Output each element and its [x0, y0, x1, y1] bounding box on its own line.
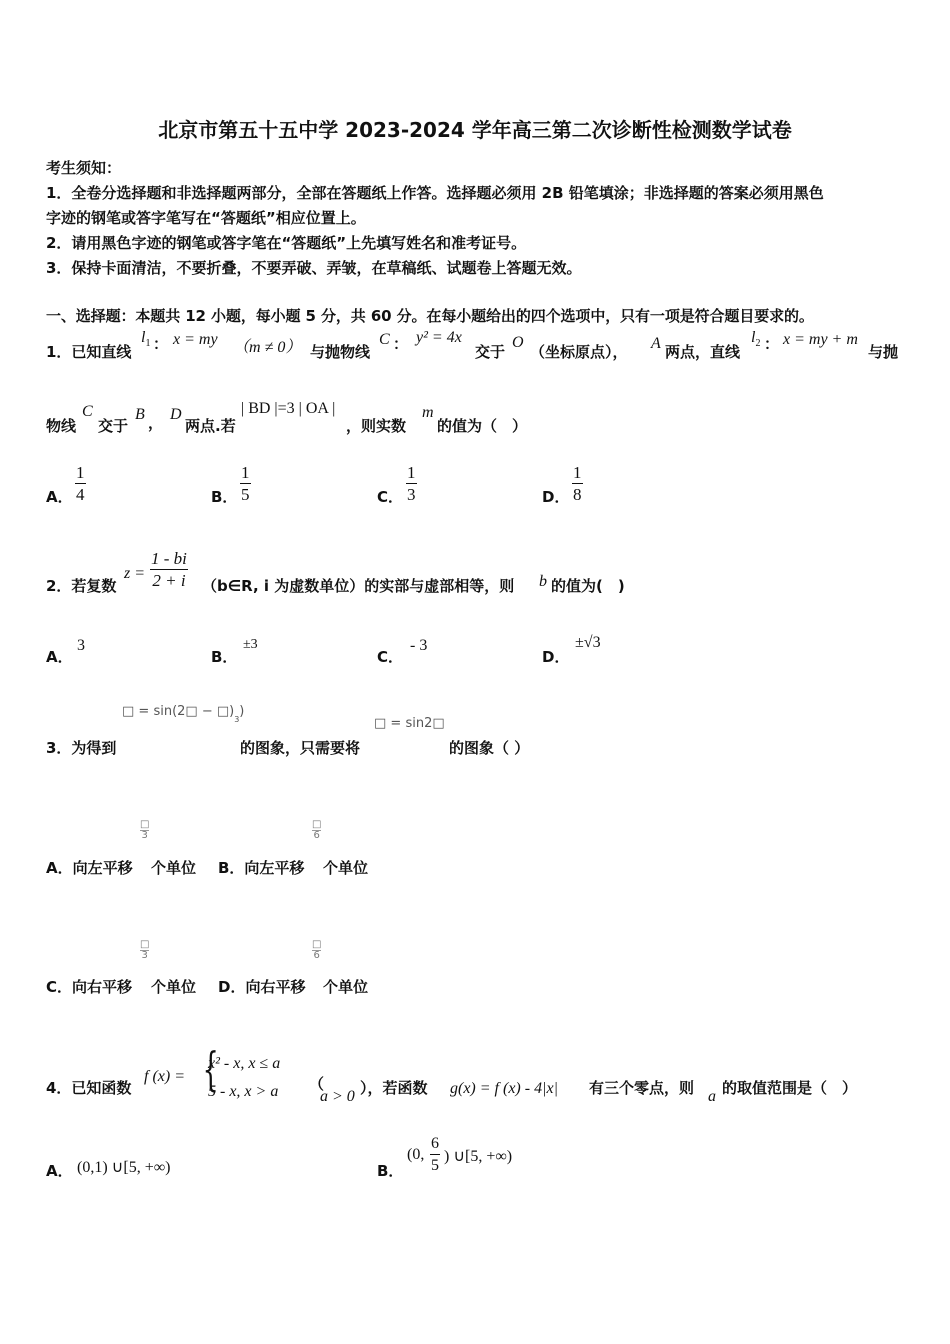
q1-eq-3: x = my + m	[783, 331, 858, 348]
q1-text-7: 物线	[46, 417, 77, 435]
q4-case-2: 5 - x, x > a	[208, 1083, 279, 1100]
q4-gx: g(x) = f (x) - 4|x|	[450, 1080, 558, 1097]
q4-text-3: 有三个零点，则	[589, 1079, 695, 1097]
q2-text-3: 的值为( )	[551, 577, 625, 595]
q1-text-3: 交于	[475, 343, 506, 361]
q4-option-b-fraction: $\frac{6}{5}$	[431, 1135, 439, 1174]
q1-cond: （m ≠ 0）	[233, 339, 302, 356]
q2-z: z =	[124, 565, 146, 582]
q1-l2: $l_2$	[751, 329, 761, 350]
notice-item-1: 1．全卷分选择题和非选择题两部分，全部在答题纸上作答。选择题必须用 2B 铅笔填涂；非选择题的答案必须用黑色	[46, 184, 824, 202]
q1-option-b-value: $\frac{1}{5}$	[241, 463, 250, 504]
q2-option-a-label: A．	[46, 648, 73, 666]
notice-heading: 考生须知：	[46, 159, 122, 177]
q1-A: A	[651, 335, 661, 352]
q2-option-d-value: ±√3	[575, 634, 601, 651]
q3-option-a-fraction: □ 3	[140, 819, 150, 841]
q1-B: B	[135, 406, 145, 423]
q4-option-b-label: B．	[377, 1162, 404, 1180]
q1-text-4: （坐标原点），	[530, 343, 628, 361]
q2-option-b-label: B．	[211, 648, 238, 666]
q2-option-d-label: D．	[542, 648, 570, 666]
q2-option-a-value: 3	[77, 637, 85, 654]
q4-brace: {	[202, 1042, 219, 1096]
q4-fx: f (x) =	[144, 1068, 185, 1085]
q1-option-a-label: A．	[46, 488, 73, 506]
q1-text-10: ，则实数	[346, 417, 407, 435]
q1-text-9: 两点.若	[185, 417, 236, 435]
q3-formula-target: □ = sin(2□ − $□)_3$)	[122, 704, 245, 724]
q1-text-1: 1．已知直线	[46, 343, 132, 361]
q1-O: O	[512, 334, 524, 351]
notice-item-1-cont: 字迹的钢笔或答字笔写在“答题纸”相应位置上。	[46, 209, 366, 227]
q1-eq-1: x = my	[173, 331, 218, 348]
q1-text-11: 的值为（ ）	[437, 417, 528, 435]
q2-option-c-value: - 3	[410, 637, 428, 654]
q1-option-d-value: $\frac{1}{8}$	[573, 463, 582, 504]
q3-option-c-label: C．向右平移	[46, 978, 133, 996]
q1-text-6: 与抛	[868, 343, 899, 361]
q4-option-a-value: (0,1) ∪[5, +∞)	[77, 1159, 171, 1176]
notice-item-2: 2．请用黑色字迹的钢笔或答字笔在“答题纸”上先填写姓名和准考证号。	[46, 234, 527, 252]
q1-eq-4: | BD |=3 | OA |	[241, 400, 336, 417]
q3-option-b-fraction: □ 6	[312, 819, 322, 841]
q1-option-b-label: B．	[211, 488, 238, 506]
q4-case-1: x² - x, x ≤ a	[208, 1055, 281, 1072]
q3-text-3: 的图象（ ）	[449, 739, 530, 757]
q1-colon-1: ：	[153, 335, 169, 353]
q3-text-1: 3．为得到	[46, 739, 117, 757]
q1-option-d-label: D．	[542, 488, 570, 506]
q1-colon-2: ：	[393, 335, 409, 353]
q1-option-a-value: $\frac{1}{4}$	[76, 463, 85, 504]
q1-eq-2: y² = 4x	[416, 329, 462, 346]
q3-option-b-label: B．向左平移	[218, 859, 305, 877]
q3-option-a-unit: 个单位	[151, 859, 197, 877]
q4-cond: a > 0	[320, 1088, 355, 1105]
q1-colon-3: ：	[764, 335, 780, 353]
q4-a: a	[708, 1088, 716, 1105]
q2-b: b	[539, 573, 547, 590]
section-heading: 一、选择题：本题共 12 小题，每小题 5 分，共 60 分。在每小题给出的四个选项中，只有一项是符合题目要求的。	[46, 307, 814, 325]
notice-item-3: 3．保持卡面清洁，不要折叠，不要弄破、弄皱，在草稿纸、试题卷上答题无效。	[46, 259, 582, 277]
q3-option-c-fraction: □ 3	[140, 939, 150, 961]
q3-option-d-label: D．向右平移	[218, 978, 306, 996]
q4-option-b-prefix: (0,	[407, 1146, 425, 1163]
q1-m: m	[422, 404, 434, 421]
q3-option-a-label: A．向左平移	[46, 859, 133, 877]
q1-l1: $l_1$	[141, 329, 151, 350]
page-title: 北京市第五十五中学 2023-2024 学年高三第二次诊断性检测数学试卷	[158, 118, 792, 142]
q4-option-b-suffix: ) ∪[5, +∞)	[444, 1148, 513, 1165]
q1-C2: C	[82, 403, 93, 420]
q1-D: D	[170, 406, 182, 423]
q3-option-d-unit: 个单位	[323, 978, 369, 996]
q3-option-c-unit: 个单位	[151, 978, 197, 996]
q2-option-c-label: C．	[377, 648, 404, 666]
q1-text-2: 与抛物线	[310, 343, 371, 361]
q1-option-c-label: C．	[377, 488, 404, 506]
q4-text-4: 的取值范围是（ ）	[722, 1079, 858, 1097]
q1-text-8: 交于	[98, 417, 129, 435]
q2-option-b-value: ±3	[243, 637, 258, 652]
q3-text-2: 的图象，只需要将	[240, 739, 361, 757]
q2-text-2: （b∈R, i 为虚数单位）的实部与虚部相等，则	[202, 577, 515, 595]
q2-fraction: $\frac{1 - bi}{2 + i}$	[151, 549, 187, 590]
q1-option-c-value: $\frac{1}{3}$	[407, 463, 416, 504]
q4-open-paren: （	[309, 1075, 325, 1093]
q4-option-a-label: A．	[46, 1162, 73, 1180]
q3-option-b-unit: 个单位	[323, 859, 369, 877]
q1-text-5: 两点，直线	[665, 343, 741, 361]
q4-text-2: ），若函数	[360, 1079, 428, 1097]
q2-text-1: 2．若复数	[46, 577, 117, 595]
q4-text-1: 4．已知函数	[46, 1079, 132, 1097]
q1-comma: ，	[148, 414, 164, 432]
q3-option-d-fraction: □ 6	[312, 939, 322, 961]
q1-C: C	[379, 331, 390, 348]
q3-formula-source: □ = sin2□	[374, 716, 445, 731]
